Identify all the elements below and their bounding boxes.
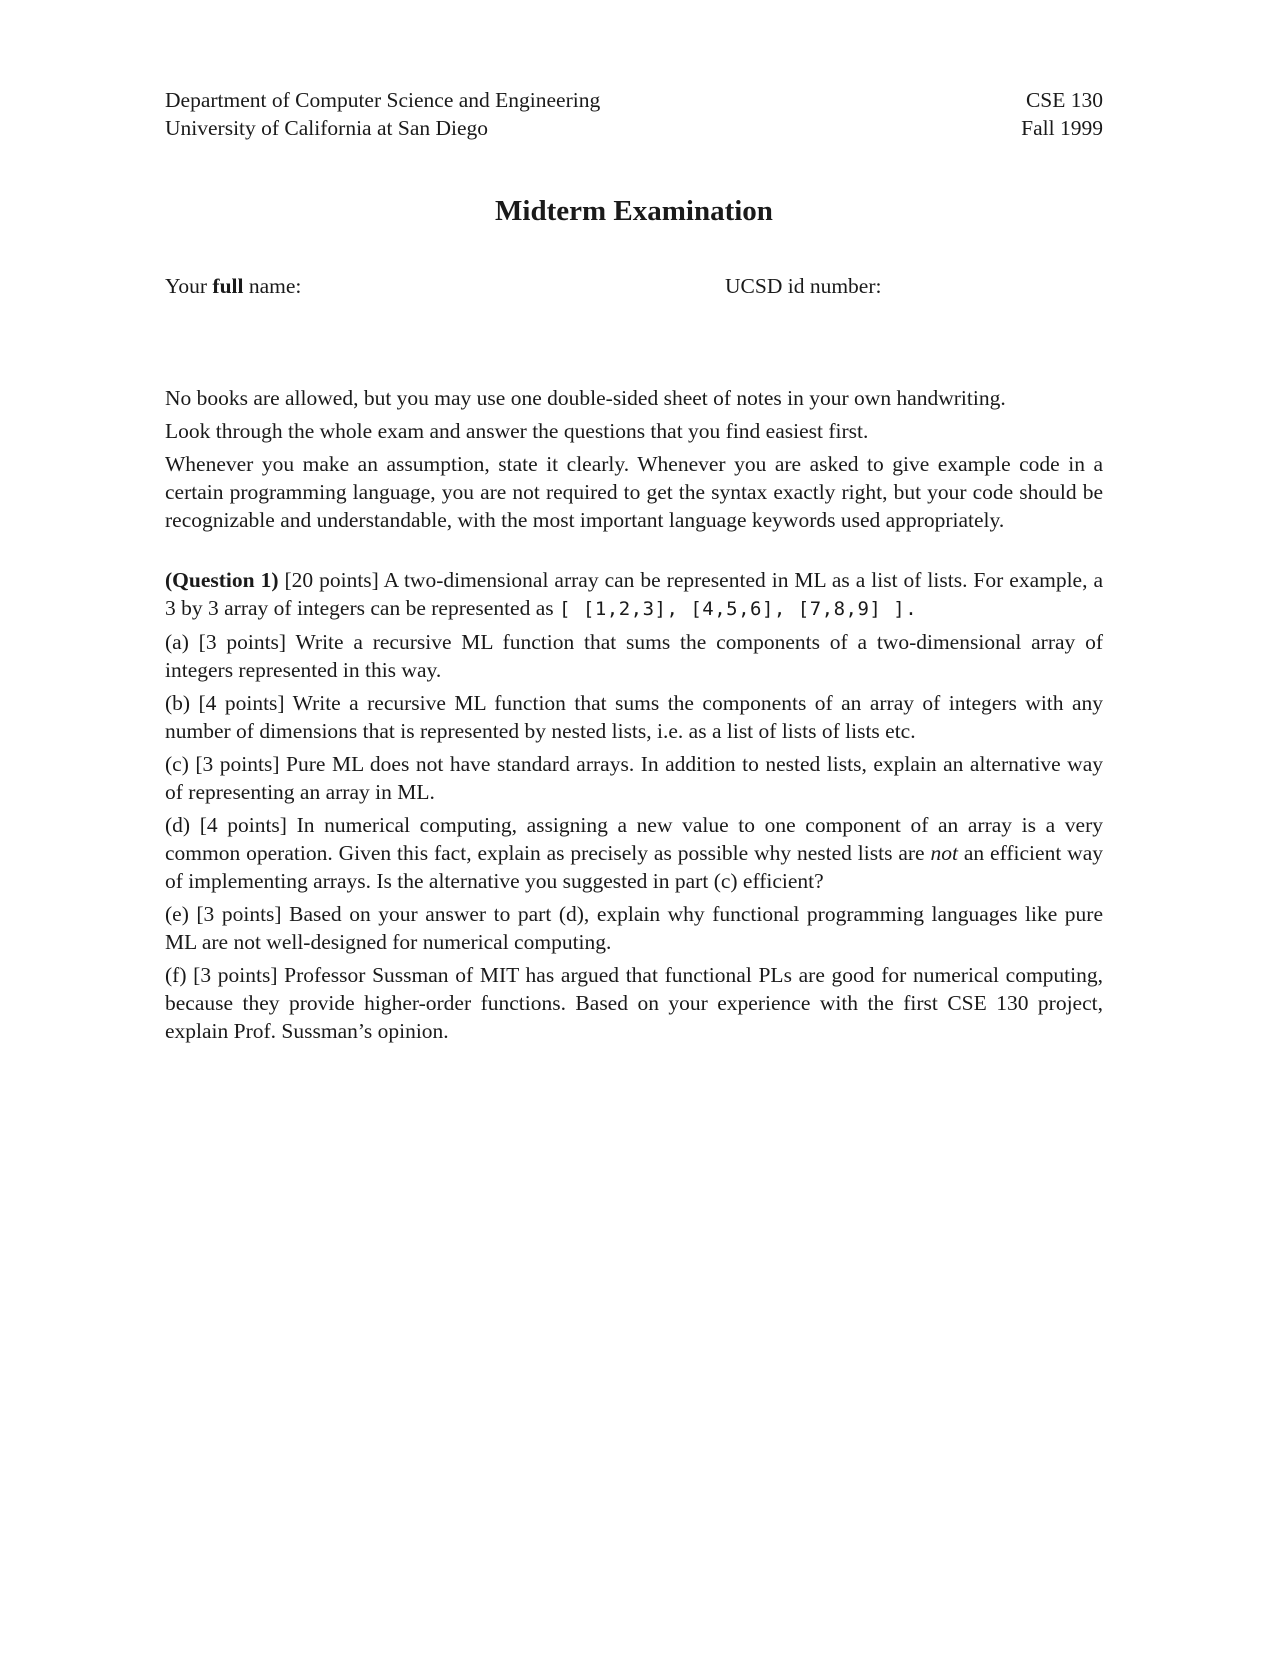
exam-page — [165, 86, 1103, 1045]
university-name: University of California at San Diego — [165, 116, 489, 140]
question-part-d — [165, 811, 1103, 895]
name-field-label — [165, 272, 725, 300]
page-title: Midterm Examination — [495, 195, 773, 227]
instruction-paragraph: No books are allowed, but you may use one double-sided sheet of notes in your own handwriting. — [165, 386, 1006, 410]
part-d-text-after: an efficient way of implementing arrays. Is the alternative you suggested in part (c) efficient? — [165, 841, 1103, 893]
question-part-c: (c) [3 points] Pure ML does not have standard arrays. In addition to nested lists, explain an alternative way of representing an array in ML. — [165, 752, 1103, 804]
term: Fall 1999 — [1021, 116, 1103, 140]
question-part-b: (b) [4 points] Write a recursive ML function that sums the components of an array of integers with any number of dimensions that is represented by nested lists, i.e. as a list of lists of lists etc. — [165, 691, 1103, 743]
part-d-text-before: (d) [4 points] In numerical computing, assigning a new value to one component of an array is a very common operation. Given this fact, explain as precisely as possible why nested lists are — [165, 813, 1103, 865]
instruction-paragraph: Look through the whole exam and answer the questions that you find easiest first. — [165, 419, 869, 443]
question-label: (Question 1) — [165, 568, 279, 592]
question-1 — [165, 566, 1103, 1045]
id-field-label: UCSD id number: — [725, 274, 882, 298]
name-prefix: Your — [165, 274, 208, 298]
page-header — [165, 86, 1103, 142]
instruction-paragraph: Whenever you make an assumption, state it clearly. Whenever you are asked to give example code in a certain programming language, you are not required to get the syntax exactly right, but your code should be recognizable and understandable, with the most important language keywords used appropriately. — [165, 452, 1103, 532]
name-suffix: name: — [248, 274, 302, 298]
department-name: Department of Computer Science and Engineering — [165, 88, 601, 112]
question-intro-text: [20 points] A two-dimensional array can be represented in ML as a list of lists. For example, a 3 by 3 array of integers can be represented as — [165, 568, 1104, 620]
header-left — [165, 86, 600, 142]
question-part-f: (f) [3 points] Professor Sussman of MIT has argued that functional PLs are good for numerical computing, because they provide higher-order functions. Based on your experience with the first CSE 130 project, explain Prof. Sussman’s opinion. — [165, 963, 1103, 1043]
course-code: CSE 130 — [1025, 88, 1103, 112]
question-part-e: (e) [3 points] Based on your answer to part (d), explain why functional programming languages like pure ML are not well-designed for numerical computing. — [165, 902, 1103, 954]
student-id-row — [165, 272, 1103, 300]
part-d-emphasis: not — [930, 841, 958, 865]
instructions — [165, 384, 1103, 534]
question-part-a: (a) [3 points] Write a recursive ML function that sums the components of a two-dimensional array of integers represented in this way. — [165, 630, 1103, 682]
question-intro — [165, 566, 1103, 623]
header-right — [1021, 86, 1103, 142]
code-example: [ [1,2,3], [4,5,6], [7,8,9] ]. — [559, 598, 918, 620]
name-bold-word: full — [212, 274, 244, 298]
